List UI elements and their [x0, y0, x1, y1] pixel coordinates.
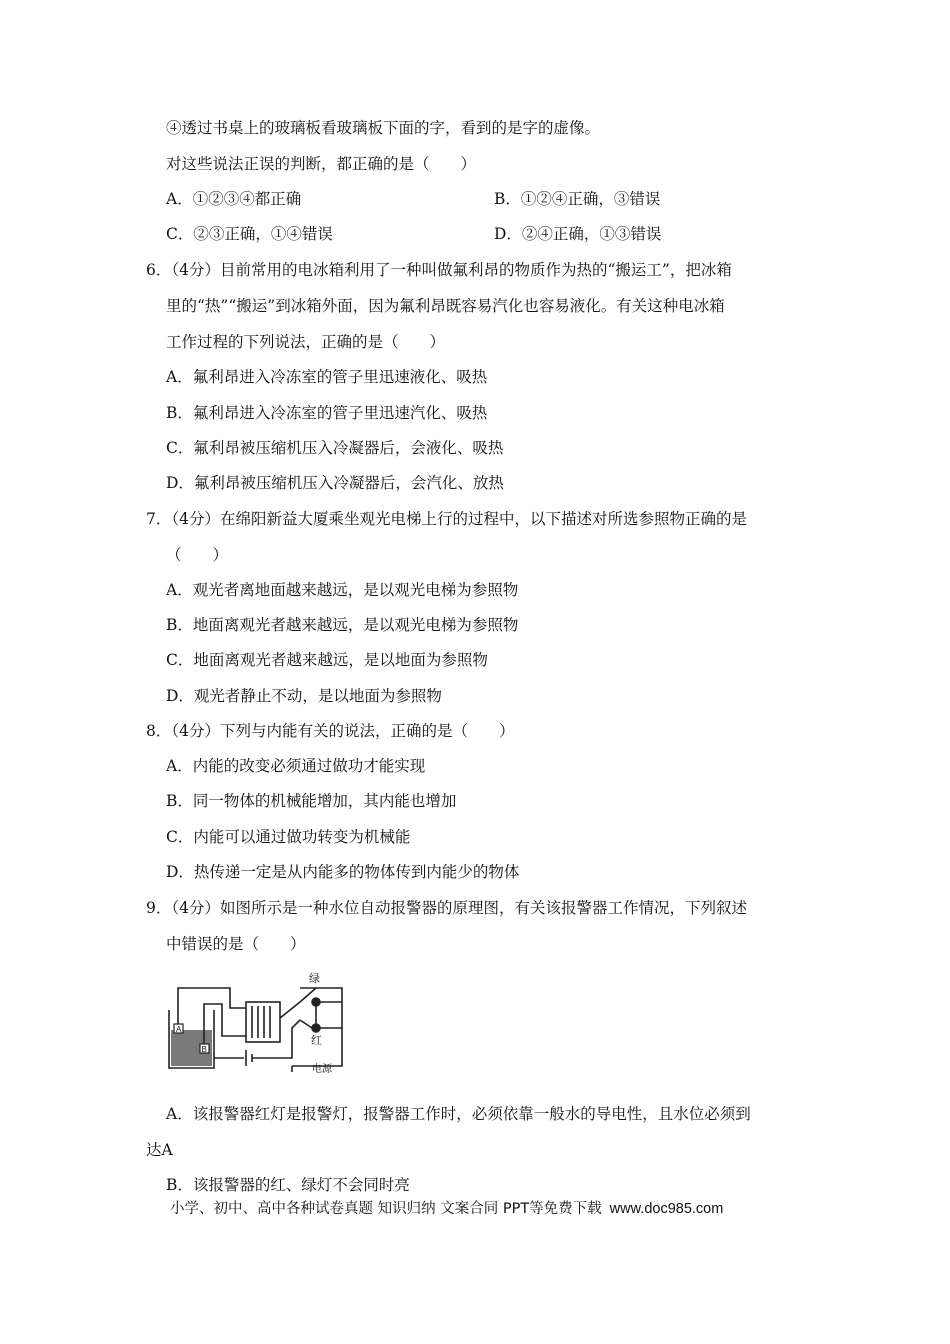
q7-option-c: C．地面离观光者越来越远，是以地面为参照物 [166, 651, 488, 669]
q5-stem-tail: 对这些说法正误的判断，都正确的是（ ） [166, 155, 477, 173]
q9-option-a-line-1: A．该报警器红灯是报警灯，报警器工作时，必须依靠一般水的导电性，且水位必须到 [166, 1105, 751, 1123]
footer-site-link[interactable]: www.doc985.com [609, 1201, 724, 1217]
q8-option-c: C．内能可以通过做功转变为机械能 [166, 828, 411, 846]
water-level-alarm-circuit-diagram [166, 958, 356, 1074]
figure-label-power: 电源 [312, 1064, 332, 1074]
q5-item-4: ④透过书桌上的玻璃板看玻璃板下面的字，看到的是字的虚像。 [166, 119, 601, 137]
q8-stem-line-1: 8．（4分）下列与内能有关的说法，正确的是（ ） [146, 722, 515, 740]
q9-stem-line-1: 9．（4分）如图所示是一种水位自动报警器的原理图，有关该报警器工作情况，下列叙述 [146, 899, 747, 917]
q8-option-d: D．热传递一定是从内能多的物体传到内能少的物体 [166, 863, 520, 881]
q5-options [166, 188, 726, 258]
q7-stem-line-1: 7．（4分）在绵阳新益大厦乘坐观光电梯上行的过程中，以下描述对所选参照物正确的是 [146, 510, 747, 528]
q9-option-a-line-2: 达A [146, 1141, 173, 1159]
q7-option-b: B．地面离观光者越来越远，是以观光电梯为参照物 [166, 616, 519, 634]
q8-option-b: B．同一物体的机械能增加，其内能也增加 [166, 792, 457, 810]
figure-label-b: B [201, 1045, 207, 1054]
footer-text: 小学、初中、高中各种试卷真题 知识归纳 文案合同 PPT等免费下载 [170, 1201, 602, 1217]
q6-option-a: A．氟利昂进入冷冻室的管子里迅速液化、吸热 [166, 368, 488, 386]
q7-option-d: D．观光者静止不动，是以地面为参照物 [166, 687, 442, 705]
figure-label-red: 红 [311, 1034, 322, 1047]
q5-option-a: A．①②③④都正确 [166, 190, 302, 208]
q6-option-c: C．氟利昂被压缩机压入冷凝器后，会液化、吸热 [166, 439, 504, 457]
q6-stem-line-3: 工作过程的下列说法，正确的是（ ） [166, 333, 446, 351]
q6-stem-line-1: 6．（4分）目前常用的电冰箱利用了一种叫做氟利昂的物质作为热的“搬运工”，把冰箱 [146, 261, 732, 279]
figure-label-a: A [176, 1025, 182, 1034]
q9-stem-line-2: 中错误的是（ ） [166, 935, 306, 953]
q9-option-b: B．该报警器的红、绿灯不会同时亮 [166, 1176, 410, 1194]
q6-option-b: B．氟利昂进入冷冻室的管子里迅速汽化、吸热 [166, 404, 488, 422]
q6-option-d: D．氟利昂被压缩机压入冷凝器后，会汽化、放热 [166, 474, 504, 492]
figure-label-green: 绿 [309, 972, 320, 985]
q7-stem-line-2: （ ） [166, 546, 229, 564]
page-footer [170, 1197, 723, 1218]
q8-option-a: A．内能的改变必须通过做功才能实现 [166, 757, 426, 775]
q5-option-b: B．①②④正确，③错误 [494, 190, 661, 208]
q5-option-d: D．②④正确，①③错误 [494, 225, 662, 243]
q5-option-c: C．②③正确，①④错误 [166, 225, 333, 243]
q7-option-a: A．观光者离地面越来越远，是以观光电梯为参照物 [166, 581, 519, 599]
q6-stem-line-2: 里的“热”“搬运”到冰箱外面，因为氟利昂既容易汽化也容易液化。有关这种电冰箱 [166, 297, 725, 315]
